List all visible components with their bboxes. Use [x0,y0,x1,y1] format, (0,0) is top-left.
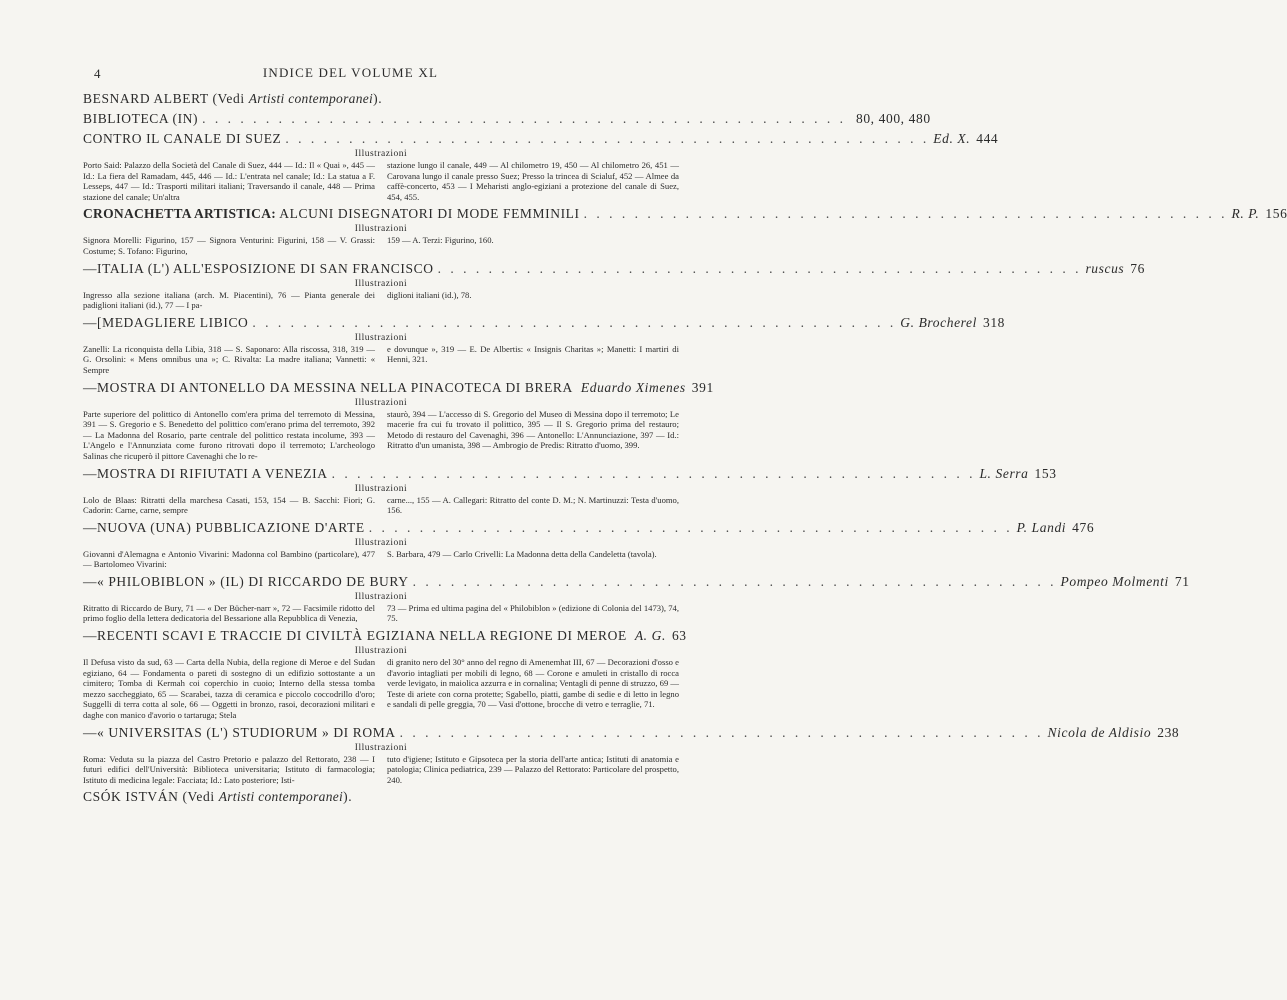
entry-pages: 156 [1265,206,1287,222]
illustrations-column-left: Roma: Veduta su la piazza del Castro Pretorio e palazzo del Rettorato, 238 — I futuri edifici dell'Università: Biblioteca universitaria; Istituto di farmacologia; Istituto di medicina legale: Facciata; Id.: Lato posteriore; Isti- [83,753,375,785]
entry-author: ruscus [1085,260,1125,276]
entry-heading [83,205,1287,222]
dot-leaders: . . . . . . . . . . . . . . . . . . . . . . . . . . . . . . . . . . . . . . . . . . . . . . . . . . . [437,260,1082,276]
entry-heading [83,314,1006,331]
entry-pages: 76 [1130,260,1145,276]
entry-author: G. Brocherel [900,314,977,330]
entry-pages: 71 [1174,573,1190,589]
entry-pages: 391 [691,379,714,395]
illustrations-heading: Illustrazioni [354,397,408,408]
entry-dash: — [83,314,98,330]
index-entry [83,130,999,202]
entry-heading [83,379,714,396]
entry-heading [83,724,1180,741]
illustrations-heading: Illustrazioni [354,591,408,602]
entry-pages: 444 [976,131,999,146]
index-entry [83,205,1287,256]
entry-title: RECENTI SCAVI E TRACCIE DI CIVILTÀ EGIZIANA NELLA REGIONE DI MEROE [97,628,627,644]
dot-leaders: . . . . . . . . . . . . . . . . . . . . . . . . . . . . . . . . . . . . . . . . . . . . . . . . . . . [202,111,846,126]
illustrations-heading: Illustrazioni [354,332,408,343]
entry-title: MOSTRA DI RIFIUTATI A VENEZIA [97,465,328,481]
entry-heading [83,519,1095,536]
entry-dash: — [83,465,98,481]
entry-title: MOSTRA DI ANTONELLO DA MESSINA NELLA PINACOTECA DI BRERA [97,379,573,395]
illustrations-column-right: e dovunque », 319 — E. De Albertis: « Insignis Charitas »; Manetti: I martiri di Henni, 321. [387,343,679,365]
index-content [83,90,1287,808]
entry-dash: — [83,519,98,535]
index-entry [83,519,1095,570]
illustrations-heading: Illustrazioni [354,149,408,159]
illustrations-column-left: Parte superiore del polittico di Antonello com'era prima del terremoto di Messina, 391 — S. Gregorio e S. Benedetto del polittico com'erano prima del terremoto, 392 — La Madonna del Rosario, parte centrale del polittico restata incolume, 393 — L'Angelo e l'Annunziata come furono ritrovati dopo il terremoto; L'archeologo Salinas che ricuperò il pittore Cavenaghi che lo re- [83,408,375,461]
cross-reference: BESNARD ALBERT (Vedi Artisti contemporanei). [83,91,383,106]
illustrations-list [83,344,679,376]
entry-heading [83,110,931,127]
entry-author: P. Landi [1016,519,1067,535]
illustrations-column-right: di granito nero del 30° anno del regno di Amenemhat III, 67 — Decorazioni d'osso e d'avorio intagliati per mobili di legno, 68 — Corone e amuleti in cristallo di rocca verde levigato, in maiolica azzurra e in cornalina; Ventagli di penne di struzzo, 69 — Teste di ariete con corna protette; Sgabello, piatti, gambe di sedie e di letto in legno e sandali di pelle greggia, 70 — Vasi d'ottone, brocche di vetro e terraglie, 71. [387,657,679,710]
illustrations-column-left: Ritratto di Riccardo de Bury, 71 — « Der Bücher-narr », 72 — Facsimile ridotto del primo foglio della lettera dedicatoria del Bessarione alla Repubblica di Venezia, [83,602,375,624]
illustrations-list [83,160,679,202]
entry-author: Ed. X. [933,131,971,146]
illustrations-heading: Illustrazioni [354,537,408,548]
entry-dash: — [83,573,98,589]
illustrations-column-left: Porto Said: Palazzo della Società del Canale di Suez, 444 — Id.: Il « Quai », 445 — Id.: La fiera del Ramadam, 445, 446 — Id.: L'entrata nel canale; Id.: La statua a F. Lesseps, 447 — Id.: Trasporti militari italiani; Traversando il canale, 448 — Prima stazione del canale; Un'altra [83,160,375,202]
page-number: 4 [94,66,101,81]
index-entry [83,260,1145,311]
entry-pages: 476 [1072,519,1095,535]
illustrations-column-right: stazione lungo il canale, 449 — Al chilometro 19, 450 — Al chilometro 26, 451 — Carovana lungo il canale presso Suez; Presso la trincea di Scialuf, 452 — Almee da caffè-concerto, 453 — I Meharisti anglo-egiziani a protezione del canale di Suez, 454, 455. [387,160,679,202]
illustrations-list [83,409,679,462]
illustrations-list [83,549,679,570]
illustrations-heading: Illustrazioni [354,278,408,289]
entry-pages: 63 [671,628,687,644]
dot-leaders: . . . . . . . . . . . . . . . . . . . . . . . . . . . . . . . . . . . . . . . . . . . . . . . . . . . [368,519,1013,535]
index-entry [83,788,679,805]
index-entry [83,627,687,721]
illustrations-column-right: S. Barbara, 479 — Carlo Crivelli: La Madonna detta della Candeletta (tavola). [387,548,657,559]
entry-author: L. Serra [979,465,1029,481]
illustrations-list [83,657,679,721]
entry-heading [83,260,1145,277]
index-entry [83,90,679,107]
entry-author: Nicola de Aldisio [1047,724,1152,740]
illustrations-heading: Illustrazioni [354,224,408,235]
entry-title: ITALIA (L') ALL'ESPOSIZIONE DI SAN FRANCISCO [97,260,434,276]
cross-reference: CSÓK ISTVÁN (Vedi Artisti contemporanei). [83,789,353,805]
entry-dash: — [83,260,98,276]
entry-title: « UNIVERSITAS (L') STUDIORUM » DI ROMA [97,724,396,740]
entry-pages: 153 [1034,465,1057,481]
entry-pages: 318 [982,314,1006,330]
entry-title: NUOVA (UNA) PUBBLICAZIONE D'ARTE [97,519,365,535]
entry-author: Pompeo Molmenti [1060,573,1169,589]
dot-leaders: . . . . . . . . . . . . . . . . . . . . . . . . . . . . . . . . . . . . . . . . . . . . . . . . . . . [285,131,930,146]
illustrations-heading: Illustrazioni [354,646,408,657]
entry-heading [83,130,999,147]
illustrations-column-left: Lolo de Blaas: Ritratti della marchesa Casati, 153, 154 — B. Sacchi: Fiori; G. Cadorin: Carne, carne, sempre [83,494,375,516]
illustrations-column-right: 159 — A. Terzi: Figurino, 160. [387,235,494,246]
illustrations-column-left: Giovanni d'Alemagna e Antonio Vivarini: Madonna col Bambino (particolare), 477 — Bartolomeo Vivarini: [83,548,375,570]
entry-title: BIBLIOTECA (IN) [83,111,199,126]
index-entry [83,573,1190,624]
entry-heading [83,465,1057,482]
running-title: INDICE DEL VOLUME XL [262,65,439,80]
dot-leaders: . . . . . . . . . . . . . . . . . . . . . . . . . . . . . . . . . . . . . . . . . . . . . . . . . . . [412,573,1057,589]
index-entry [83,314,1006,376]
illustrations-column-right: staurò, 394 — L'accesso di S. Gregorio del Museo di Messina dopo il terremoto; Le macerie fra cui fu trovato il polittico, 395 — Il S. Gregorio prima del restauro; Metodo di restauro del Cavenaghi, 396 — Antonello: L'Annunciazione, 397 — Id.: Ritratto d'un umanista, 398 — Ambrogio de Predis: Ritratto d'uomo, 399. [387,408,679,451]
entry-title: [MEDAGLIERE LIBICO [97,314,249,330]
entry-author: R. P. [1231,206,1260,222]
entry-title: « PHILOBIBLON » (IL) DI RICCARDO DE BURY [97,573,409,589]
illustrations-list [83,290,679,311]
entry-heading [83,573,1190,590]
dot-leaders: . . . . . . . . . . . . . . . . . . . . . . . . . . . . . . . . . . . . . . . . . . . . . . . . . . . [331,465,976,481]
index-entry [83,465,1057,516]
dot-leaders: . . . . . . . . . . . . . . . . . . . . . . . . . . . . . . . . . . . . . . . . . . . . . . . . . . . [252,314,897,330]
dot-leaders: . . . . . . . . . . . . . . . . . . . . . . . . . . . . . . . . . . . . . . . . . . . . . . . . . . . [399,724,1044,740]
illustrations-column-right: tuto d'igiene; Istituto e Gipsoteca per la storia dell'arte antica; Istituti di anatomia e patologia; Clinica pediatrica, 239 — Palazzo del Rettorato: Particolare del prospetto, 240. [387,753,679,785]
illustrations-column-right: diglioni italiani (id.), 78. [387,289,472,300]
entry-author: Eduardo Ximenes [580,379,686,395]
entry-dash: — [83,628,98,644]
entry-author: A. G. [634,628,666,644]
illustrations-column-left: Ingresso alla sezione italiana (arch. M. Piacentini), 76 — Pianta generale dei padiglioni italiani (id.), 77 — I pa- [83,289,375,311]
entry-dash: — [83,379,98,395]
entry-title: CONTRO IL CANALE DI SUEZ [83,131,282,146]
entry-title: CRONACHETTA ARTISTICA: ALCUNI DISEGNATORI DI MODE FEMMINILI [83,206,580,222]
illustrations-column-left: Zanelli: La riconquista della Libia, 318 — S. Saponaro: Alla riscossa, 318, 319 — G. Orsolini: « Mens omnibus una »; C. Rivalta: La madre italiana; Vannetti: « Sempre [83,343,375,375]
illustrations-heading: Illustrazioni [354,483,408,494]
dot-leaders: . . . . . . . . . . . . . . . . . . . . . . . . . . . . . . . . . . . . . . . . . . . . . . . . . . . [583,206,1228,222]
entry-pages: 238 [1157,724,1180,740]
entry-pages: 80, 400, 480 [855,111,931,126]
illustrations-column-left: Il Defusa visto da sud, 63 — Carta della Nubia, della regione di Meroe e del Sudan egiziano, 64 — Fondamenta o pareti di sostegno di un edifizio sottostante a un cimitero; Tomba di Kermah coi coperchio in cuoio; Interno della stessa tomba mezzo saccheggiato, 65 — Scarabei, tazza di ceramica e piccolo coccodrillo d'oro; Suggelli di terra cotta al sole, 66 — Oggetti in bronzo, rasoi, decorazioni militari e daghe con manico d'avorio o tartaruga; Stela [83,657,375,721]
illustrations-column-right: 73 — Prima ed ultima pagina del « Philobiblon » (edizione di Colonia del 1473), 74, 75. [387,602,679,624]
illustrations-list [83,603,679,624]
index-entry [83,724,1180,786]
index-entry [83,110,931,127]
illustrations-list [83,754,679,786]
illustrations-column-left: Signora Morelli: Figurino, 157 — Signora Venturini: Figurini, 158 — V. Grassi: Costume; S. Tofano: Figurino, [83,235,375,256]
illustrations-column-right: carne..., 155 — A. Callegari: Ritratto del conte D. M.; N. Martinuzzi: Testa d'uomo, 156. [387,494,679,516]
illustrations-heading: Illustrazioni [354,742,408,753]
illustrations-list [83,495,679,516]
entry-heading [83,627,687,644]
index-entry [83,379,714,462]
illustrations-list [83,235,679,256]
entry-dash: — [83,724,98,740]
